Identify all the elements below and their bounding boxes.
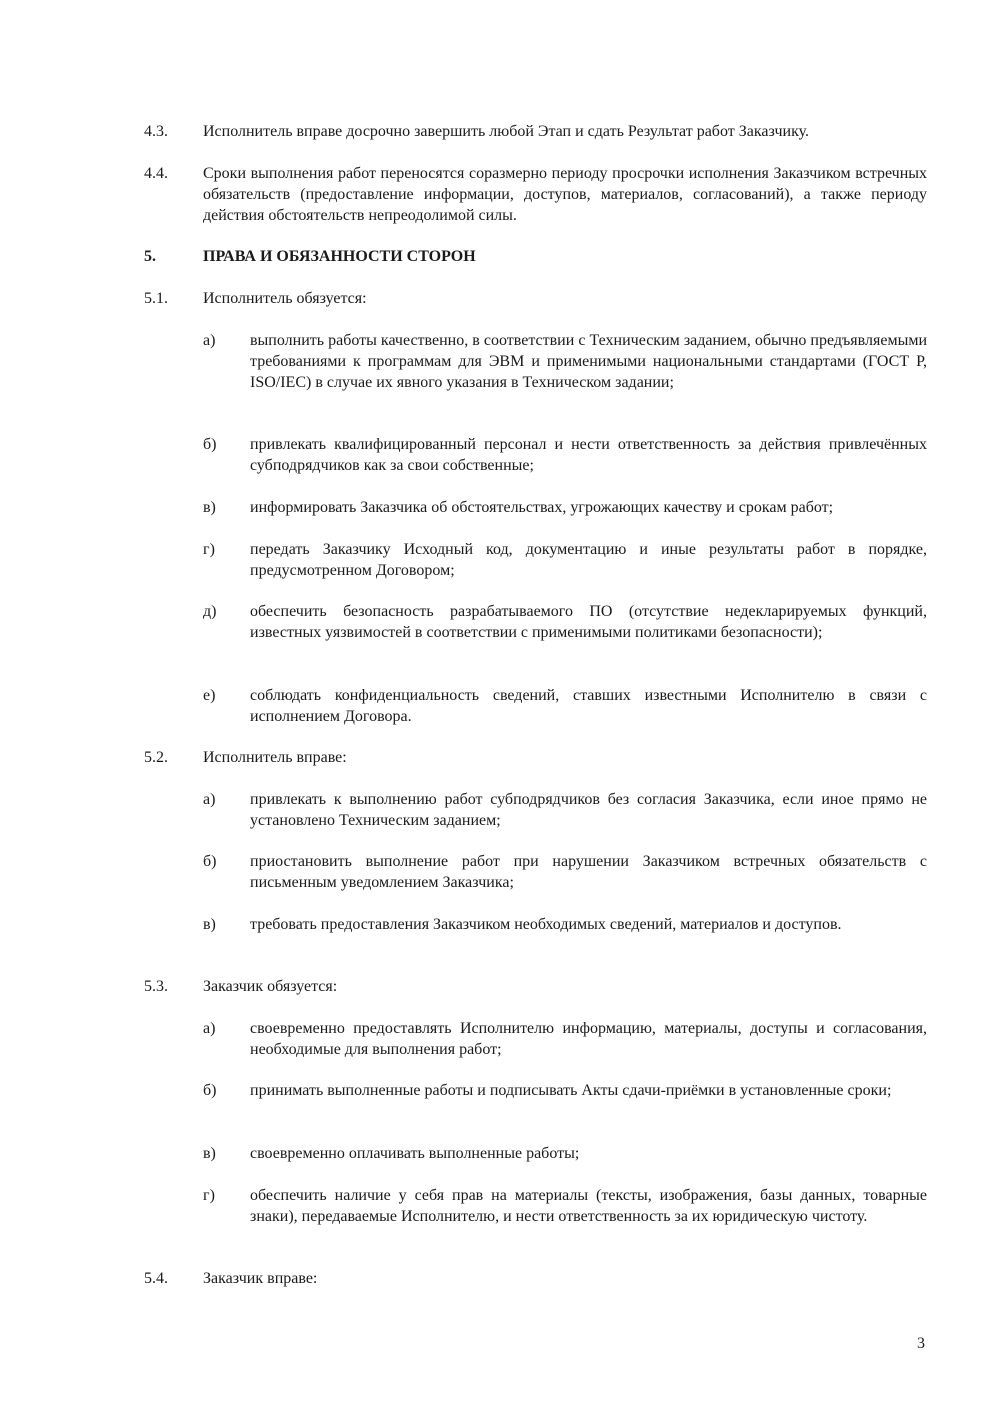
list-item-marker: б) (203, 853, 217, 870)
clause-number: 5.4. (144, 1270, 168, 1287)
section-number: 5. (144, 248, 156, 265)
list-item-text: привлекать к выполнению работ субподрядчиков без согласия Заказчика, если иное прямо не установлено Техническим заданием; (250, 791, 927, 829)
clause-text: Исполнитель вправе досрочно завершить любой Этап и сдать Результат работ Заказчику. (203, 123, 810, 140)
clause-text: Заказчик обязуется: (203, 978, 338, 995)
list-item-marker: в) (203, 499, 216, 516)
list-item-text: своевременно оплачивать выполненные работы; (250, 1145, 580, 1162)
list-item-marker: а) (203, 1020, 216, 1037)
clause-text: Сроки выполнения работ переносятся соразмерно периоду просрочки исполнения Заказчиком встречных обязательств (предоставление информации, доступов, материалов, согласований), а также периоду действия обстоятельств непреодолимой силы. (203, 165, 927, 224)
list-item-marker: б) (203, 1082, 217, 1099)
section-title: ПРАВА И ОБЯЗАННОСТИ СТОРОН (203, 248, 476, 265)
list-item-text: требовать предоставления Заказчиком необходимых сведений, материалов и доступов. (250, 916, 842, 933)
clause-number: 4.3. (144, 123, 168, 140)
list-item-text: привлекать квалифицированный персонал и нести ответственность за действия привлечённых субподрядчиков как за свои собственные; (250, 436, 927, 474)
list-item-text: приостановить выполнение работ при нарушении Заказчиком встречных обязательств с письменным уведомлением Заказчика; (250, 853, 927, 891)
clause-number: 5.2. (144, 749, 168, 766)
list-item-text: обеспечить безопасность разрабатываемого ПО (отсутствие недекларируемых функций, известных уязвимостей в соответствии с применимыми политиками безопасности); (250, 603, 927, 641)
clause-number: 5.1. (144, 290, 168, 307)
clause-number: 5.3. (144, 978, 168, 995)
list-item-marker: в) (203, 1145, 216, 1162)
list-item-text: принимать выполненные работы и подписывать Акты сдачи-приёмки в установленные сроки; (250, 1082, 892, 1099)
list-item-marker: е) (203, 687, 216, 704)
list-item-text: соблюдать конфиденциальность сведений, ставших известными Исполнителю в связи с исполнением Договора. (250, 687, 927, 725)
list-item-text: своевременно предоставлять Исполнителю информацию, материалы, доступы и согласования, необходимые для выполнения работ; (250, 1020, 927, 1058)
list-item-text: передать Заказчику Исходный код, документацию и иные результаты работ в порядке, предусмотренном Договором; (250, 541, 927, 579)
list-item-marker: г) (203, 541, 215, 558)
clause-text: Исполнитель обязуется: (203, 290, 367, 307)
list-item-marker: д) (203, 603, 217, 620)
list-item-text: информировать Заказчика об обстоятельствах, угрожающих качеству и срокам работ; (250, 499, 834, 516)
list-item-marker: в) (203, 916, 216, 933)
list-item-text: выполнить работы качественно, в соответствии с Техническим заданием, обычно предъявляемыми требованиями к программам для ЭВМ и применимыми национальными стандартами (ГОСТ Р, ISO/IEC) в случае их явного указания в Техническом задании; (250, 332, 927, 391)
list-item-marker: а) (203, 791, 216, 808)
list-item-marker: а) (203, 332, 216, 349)
list-item-marker: г) (203, 1187, 215, 1204)
page-number: 3 (917, 1335, 925, 1352)
clause-text: Исполнитель вправе: (203, 749, 347, 766)
clause-number: 4.4. (144, 165, 168, 182)
list-item-marker: б) (203, 436, 217, 453)
list-item-text: обеспечить наличие у себя прав на материалы (тексты, изображения, базы данных, товарные знаки), передаваемые Исполнителю, и нести ответственность за их юридическую чистоту. (250, 1187, 927, 1225)
clause-text: Заказчик вправе: (203, 1270, 318, 1287)
